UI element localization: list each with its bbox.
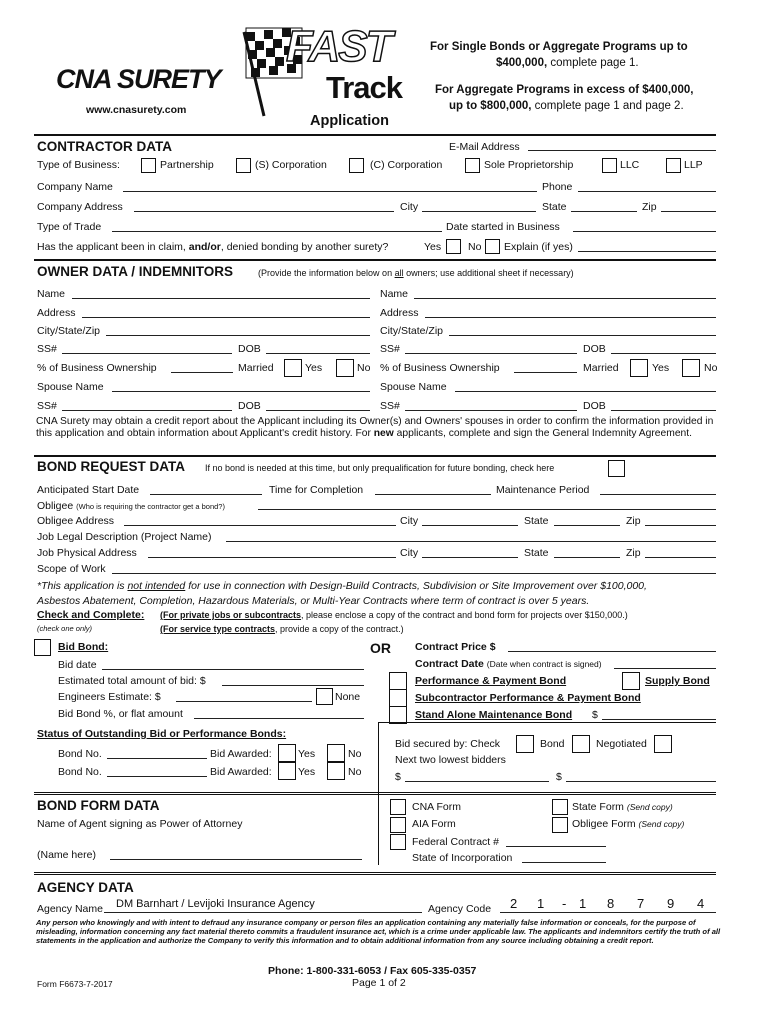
contract-date-text: Contract Date <box>415 658 484 670</box>
bid-awarded-no-label-1: No <box>348 748 362 760</box>
owner-dob-label: DOB <box>238 343 261 355</box>
time-completion-field[interactable] <box>375 494 491 495</box>
date-started-label: Date started in Business <box>446 221 560 233</box>
owner-csz-label: City/State/Zip <box>380 325 444 337</box>
bid-pct-field[interactable] <box>194 718 364 719</box>
owner-name-field[interactable] <box>414 298 716 299</box>
type-of-trade-label: Type of Trade <box>37 221 102 233</box>
llp-label: LLP <box>684 159 703 171</box>
agency-name-label: Agency Name <box>37 903 103 915</box>
scope-label: Scope of Work <box>37 563 106 575</box>
owner-married-no-label: No <box>704 362 718 374</box>
job-zip-label: Zip <box>626 547 641 559</box>
owner-spouse-ss-label: SS# <box>380 400 400 412</box>
agent-name-field[interactable] <box>110 859 362 860</box>
maintenance-field[interactable] <box>600 494 716 495</box>
owner-ownership-field[interactable] <box>171 372 233 373</box>
cna-form-checkbox[interactable] <box>390 799 406 815</box>
owner-ownership-label: % of Business Ownership <box>37 362 157 374</box>
logo-fast: FAST <box>286 22 391 71</box>
credit-notice-pre: CNA Surety may obtain a credit report about the Applicant including its Owner(s) and Owners' spouses in order to confirm the information provided in this application and obtain information about Applicant's credit history. For <box>36 416 714 439</box>
standalone-field[interactable] <box>602 719 716 720</box>
contract-date-field[interactable] <box>614 668 716 669</box>
type-of-business-label: Type of Business: <box>37 159 120 171</box>
claim-yes-checkbox[interactable] <box>446 239 461 254</box>
owner-note <box>258 268 574 278</box>
bid-secured-negotiated-label: Negotiated <box>596 738 647 750</box>
credit-report-notice <box>36 416 726 439</box>
owner-ownership-field[interactable] <box>514 372 577 373</box>
obligee-label-text: Obligee <box>37 500 74 512</box>
obligee-city-label: City <box>400 515 419 527</box>
page-number: Page 1 of 2 <box>352 977 406 989</box>
claim-yes-label: Yes <box>424 241 442 253</box>
federal-contract-label: Federal Contract # <box>412 836 499 848</box>
owner-spouse-ss-field[interactable] <box>405 410 577 411</box>
company-address-field[interactable] <box>134 211 394 212</box>
agency-code-label: Agency Code <box>428 903 492 915</box>
bidder-1-dollar: $ <box>395 771 401 783</box>
agency-code-digit: 4 <box>697 896 705 911</box>
job-state-field[interactable] <box>554 557 620 558</box>
job-zip-field[interactable] <box>645 557 716 558</box>
prequal-note: If no bond is needed at this time, but only prequalification for future bonding, check here <box>205 463 555 473</box>
zip-field[interactable] <box>661 211 716 212</box>
credit-notice-bold: new <box>373 427 394 439</box>
disclaimer-post: for use in connection with Design-Build Contracts, Subdivision or Site Improvement over $100,000, <box>185 580 647 592</box>
aia-form-checkbox[interactable] <box>390 817 406 833</box>
owner-ss-field[interactable] <box>62 353 232 354</box>
owner-note-pre: (Provide the information below on <box>258 268 395 278</box>
state-label: State <box>542 201 567 213</box>
bid-secured-negotiated-checkbox[interactable] <box>654 735 672 753</box>
note2-rest: complete page 1 and page 2. <box>531 100 684 112</box>
divider <box>34 872 716 875</box>
service-contracts-underlined: (For service type contracts <box>160 624 276 634</box>
contract-date-note: (Date when contract is signed) <box>486 659 602 669</box>
company-address-label: Company Address <box>37 201 123 213</box>
disclaimer-line1 <box>37 580 647 592</box>
private-jobs-rest: , please enclose a copy of the contract and bond form for projects over $150,000.) <box>301 610 628 620</box>
claim-question-post: , denied bonding by another surety? <box>220 241 389 253</box>
job-state-label: State <box>524 547 549 559</box>
bid-awarded-yes-label-1: Yes <box>298 748 316 760</box>
owner-married-yes-label: Yes <box>652 362 670 374</box>
agency-code-digit: 8 <box>607 896 615 911</box>
owner-married-no-checkbox[interactable] <box>336 359 354 377</box>
owner-name-label: Name <box>37 288 66 300</box>
next-two-label: Next two lowest bidders <box>395 754 506 766</box>
bid-awarded-no-label-2: No <box>348 766 362 778</box>
owner-spouse-label: Spouse Name <box>380 381 447 393</box>
engineers-none-label: None <box>335 691 361 703</box>
c-corporation-label: (C) Corporation <box>370 159 443 171</box>
zip-label: Zip <box>642 201 657 213</box>
est-total-label: Estimated total amount of bid: $ <box>58 675 206 687</box>
owner-spouse-dob-label: DOB <box>583 400 606 412</box>
sole-proprietorship-checkbox[interactable] <box>465 158 480 173</box>
note1-line2 <box>496 57 639 69</box>
agency-code-digit: 1 <box>579 896 587 911</box>
bid-awarded-no-checkbox-1[interactable] <box>327 744 345 762</box>
obligee-zip-field[interactable] <box>645 525 716 526</box>
phone-label: Phone <box>542 181 573 193</box>
logo-track: Track <box>326 70 403 105</box>
supply-bond-label: Supply Bond <box>645 675 710 687</box>
state-field[interactable] <box>571 211 637 212</box>
owner-spouse-dob-field[interactable] <box>266 410 370 411</box>
claim-no-label: No <box>468 241 482 253</box>
bond-no-field-2[interactable] <box>107 776 207 777</box>
sub-perf-label: Subcontractor Performance & Payment Bond <box>415 692 641 704</box>
s-corporation-checkbox[interactable] <box>236 158 251 173</box>
c-corporation-checkbox[interactable] <box>349 158 364 173</box>
llp-checkbox[interactable] <box>666 158 681 173</box>
owner-name-label: Name <box>380 288 409 300</box>
brand-text: CNA SURETY <box>56 64 221 94</box>
bid-awarded-label-1: Bid Awarded: <box>210 748 272 760</box>
perf-payment-label: Performance & Payment Bond <box>415 675 567 687</box>
llc-checkbox[interactable] <box>602 158 617 173</box>
obligee-field[interactable] <box>258 509 716 510</box>
bidder-2-field[interactable] <box>566 781 716 782</box>
sub-perf-checkbox[interactable] <box>389 689 407 707</box>
divider <box>34 134 716 136</box>
bid-secured-check-checkbox[interactable] <box>516 735 534 753</box>
partnership-checkbox[interactable] <box>141 158 156 173</box>
bid-date-label: Bid date <box>58 659 97 671</box>
obligee-address-field[interactable] <box>124 525 396 526</box>
name-here-label: (Name here) <box>37 849 96 861</box>
divider <box>378 722 716 723</box>
company-name-label: Company Name <box>37 181 113 193</box>
agency-code-underline <box>500 912 716 913</box>
or-label: OR <box>370 640 391 656</box>
owner-ownership-label: % of Business Ownership <box>380 362 500 374</box>
owner-married-yes-checkbox[interactable] <box>630 359 648 377</box>
owner-csz-field[interactable] <box>449 335 716 336</box>
owner-spouse-dob-field[interactable] <box>611 410 716 411</box>
owner-csz-field[interactable] <box>106 335 370 336</box>
note2-line2 <box>449 100 684 112</box>
owner-married-label: Married <box>238 362 274 374</box>
owner-note-post: owners; use additional sheet if necessary) <box>403 268 574 278</box>
section-title: BOND FORM DATA <box>37 798 160 813</box>
contract-price-field[interactable] <box>508 651 716 652</box>
date-started-field[interactable] <box>573 231 716 232</box>
owner-address-label: Address <box>380 307 419 319</box>
job-city-field[interactable] <box>422 557 518 558</box>
owner-dob-field[interactable] <box>611 353 716 354</box>
service-contracts-rest: , provide a copy of the contract.) <box>275 624 404 634</box>
bid-awarded-yes-label-2: Yes <box>298 766 316 778</box>
website: www.cnasurety.com <box>86 104 187 116</box>
job-legal-label: Job Legal Description (Project Name) <box>37 531 212 543</box>
section-title: OWNER DATA / INDEMNITORS <box>37 264 233 279</box>
obligee-address-label: Obligee Address <box>37 515 115 527</box>
time-completion-label: Time for Completion <box>269 484 364 496</box>
job-physical-label: Job Physical Address <box>37 547 137 559</box>
owner-married-label: Married <box>583 362 619 374</box>
agency-code-dash: - <box>562 896 567 911</box>
bid-bond-label: Bid Bond: <box>58 641 109 653</box>
email-field[interactable] <box>528 150 716 151</box>
prequal-checkbox[interactable] <box>608 460 625 477</box>
job-legal-field[interactable] <box>226 541 716 542</box>
bid-secured-label: Bid secured by: Check <box>395 738 501 750</box>
engineers-none-checkbox[interactable] <box>316 688 333 705</box>
company-name-field[interactable] <box>123 191 537 192</box>
owner-married-yes-checkbox[interactable] <box>284 359 302 377</box>
agency-code-digit: 1 <box>537 896 545 911</box>
agency-name-field[interactable] <box>104 912 422 913</box>
owner-married-no-checkbox[interactable] <box>682 359 700 377</box>
start-date-field[interactable] <box>150 494 262 495</box>
owner-married-yes-label: Yes <box>305 362 323 374</box>
contract-price-label: Contract Price $ <box>415 641 496 653</box>
bid-awarded-no-checkbox-2[interactable] <box>327 762 345 780</box>
column-divider <box>378 722 379 794</box>
owner-address-label: Address <box>37 307 76 319</box>
check-one-note: (check one only) <box>37 624 93 633</box>
owner-ss-label: SS# <box>37 343 57 355</box>
federal-contract-field[interactable] <box>506 846 606 847</box>
page-title: Application <box>310 113 389 129</box>
engineers-label: Engineers Estimate: $ <box>58 691 161 703</box>
owner-spouse-field[interactable] <box>112 391 370 392</box>
note1-rest: complete page 1. <box>547 57 639 69</box>
claim-question-bold: and/or <box>188 241 221 253</box>
bid-awarded-label-2: Bid Awarded: <box>210 766 272 778</box>
obligee-city-field[interactable] <box>422 525 518 526</box>
note2-amount: up to $800,000, <box>449 100 532 112</box>
start-date-label: Anticipated Start Date <box>37 484 140 496</box>
bid-pct-label: Bid Bond %, or flat amount <box>58 708 183 720</box>
aia-form-label: AIA Form <box>412 818 456 830</box>
obligee-state-label: State <box>524 515 549 527</box>
type-of-trade-field[interactable] <box>112 231 442 232</box>
obligee-form-label <box>572 818 684 830</box>
owner-address-field[interactable] <box>425 317 716 318</box>
owner-note-all: all <box>394 268 404 278</box>
owner-spouse-ss-label: SS# <box>37 400 57 412</box>
standalone-dollar: $ <box>592 709 598 721</box>
explain-label: Explain (if yes) <box>504 241 573 253</box>
bid-secured-bond-label: Bond <box>540 738 565 750</box>
status-title: Status of Outstanding Bid or Performance Bonds: <box>37 728 287 740</box>
agent-sign-label: Name of Agent signing as Power of Attorney <box>37 818 243 830</box>
divider <box>34 792 716 795</box>
disclaimer-pre: *This application is <box>37 580 128 592</box>
credit-notice-post: applicants, complete and sign the General Indemnity Agreement. <box>393 427 693 439</box>
bid-secured-bond-checkbox[interactable] <box>572 735 590 753</box>
perf-payment-checkbox[interactable] <box>389 672 407 690</box>
fraud-notice: Any person who knowingly and with intent to defraud any insurance company or person files an application containing any materially false information or conceals, for the purpose of misleading, information concerning any fact material thereto commits a fraudulent insurance act, which is a crime under applicable law. The applicants and indemnitors certify the truth of all statements in the application and authorize the Company to verify this information and to obtain additional information from any source including obtaining a credit report. <box>36 918 721 945</box>
owner-dob-field[interactable] <box>266 353 370 354</box>
obligee-label <box>37 500 225 512</box>
agency-code-digit: 7 <box>637 896 645 911</box>
agency-code-digit: 2 <box>510 896 518 911</box>
city-label: City <box>400 201 419 213</box>
agency-name-value[interactable]: DM Barnhart / Levijoki Insurance Agency <box>116 898 315 910</box>
state-form-checkbox[interactable] <box>552 799 568 815</box>
bid-awarded-yes-checkbox-2[interactable] <box>278 762 296 780</box>
claim-no-checkbox[interactable] <box>485 239 500 254</box>
obligee-form-checkbox[interactable] <box>552 817 568 833</box>
state-form-label <box>572 801 673 813</box>
state-inc-field[interactable] <box>522 862 606 863</box>
divider <box>34 259 716 261</box>
bid-date-field[interactable] <box>102 669 364 670</box>
job-city-label: City <box>400 547 419 559</box>
divider <box>34 455 716 457</box>
obligee-state-field[interactable] <box>554 525 620 526</box>
bidder-2-dollar: $ <box>556 771 562 783</box>
scope-field[interactable] <box>112 573 716 574</box>
private-jobs-note <box>160 610 628 620</box>
owner-married-no-label: No <box>357 362 371 374</box>
section-title: CONTRACTOR DATA <box>37 139 172 154</box>
est-total-field[interactable] <box>222 685 364 686</box>
section-title: AGENCY DATA <box>37 880 134 895</box>
note2-line1: For Aggregate Programs in excess of $400,000, <box>435 84 694 96</box>
service-contracts-note <box>160 624 404 634</box>
owner-name-field[interactable] <box>72 298 370 299</box>
state-inc-label: State of Incorporation <box>412 852 513 864</box>
sole-proprietorship-label: Sole Proprietorship <box>484 159 574 171</box>
disclaimer-line2: Asbestos Abatement, Completion, Hazardous Materials, or Multi-Year Contracts where term of contract is over 5 years. <box>37 595 590 607</box>
llc-label: LLC <box>620 159 640 171</box>
agency-code-digit: 9 <box>667 896 675 911</box>
partnership-label: Partnership <box>160 159 214 171</box>
bid-awarded-yes-checkbox-1[interactable] <box>278 744 296 762</box>
obligee-form-text: Obligee Form <box>572 818 636 830</box>
private-jobs-underlined: (For private jobs or subcontracts <box>160 610 302 620</box>
owner-csz-label: City/State/Zip <box>37 325 101 337</box>
contact-phone: Phone: 1-800-331-6053 / Fax 605-335-0357 <box>268 965 477 977</box>
check-complete-label: Check and Complete: <box>37 609 145 621</box>
owner-address-field[interactable] <box>82 317 370 318</box>
standalone-label: Stand Alone Maintenance Bond <box>415 709 573 721</box>
job-physical-field[interactable] <box>148 557 396 558</box>
owner-dob-label: DOB <box>583 343 606 355</box>
owner-spouse-field[interactable] <box>455 391 716 392</box>
obligee-zip-label: Zip <box>626 515 641 527</box>
owner-ss-field[interactable] <box>405 353 577 354</box>
maintenance-label: Maintenance Period <box>496 484 590 496</box>
city-field[interactable] <box>422 211 536 212</box>
contract-date-label <box>415 658 602 670</box>
phone-field[interactable] <box>578 191 716 192</box>
column-divider <box>378 795 379 865</box>
owner-spouse-label: Spouse Name <box>37 381 104 393</box>
obligee-form-note: (Send copy) <box>638 819 685 829</box>
bond-no-label-1: Bond No. <box>58 748 102 760</box>
bond-no-label-2: Bond No. <box>58 766 102 778</box>
state-form-text: State Form <box>572 801 624 813</box>
state-form-note: (Send copy) <box>626 802 673 812</box>
s-corporation-label: (S) Corporation <box>255 159 327 171</box>
cna-form-label: CNA Form <box>412 801 462 813</box>
disclaimer-underlined: not intended <box>127 580 186 592</box>
bidder-1-field[interactable] <box>405 781 549 782</box>
email-label: E-Mail Address <box>449 141 520 153</box>
claim-question-pre: Has the applicant been in claim, <box>37 241 189 253</box>
owner-ss-label: SS# <box>380 343 400 355</box>
obligee-note: (Who is requiring the contractor get a bond?) <box>76 502 225 511</box>
section-title: BOND REQUEST DATA <box>37 459 185 474</box>
federal-contract-checkbox[interactable] <box>390 834 406 850</box>
owner-spouse-ss-field[interactable] <box>62 410 232 411</box>
cna-surety-logo <box>56 64 221 95</box>
form-number: Form F6673-7-2017 <box>37 979 113 989</box>
bid-bond-checkbox[interactable] <box>34 639 51 656</box>
bond-no-field-1[interactable] <box>107 758 207 759</box>
engineers-field[interactable] <box>176 701 312 702</box>
note1-line1: For Single Bonds or Aggregate Programs up to <box>430 41 688 53</box>
owner-spouse-dob-label: DOB <box>238 400 261 412</box>
supply-bond-checkbox[interactable] <box>622 672 640 690</box>
explain-field[interactable] <box>578 251 716 252</box>
claim-question <box>37 241 388 253</box>
note1-amount: $400,000, <box>496 57 548 69</box>
